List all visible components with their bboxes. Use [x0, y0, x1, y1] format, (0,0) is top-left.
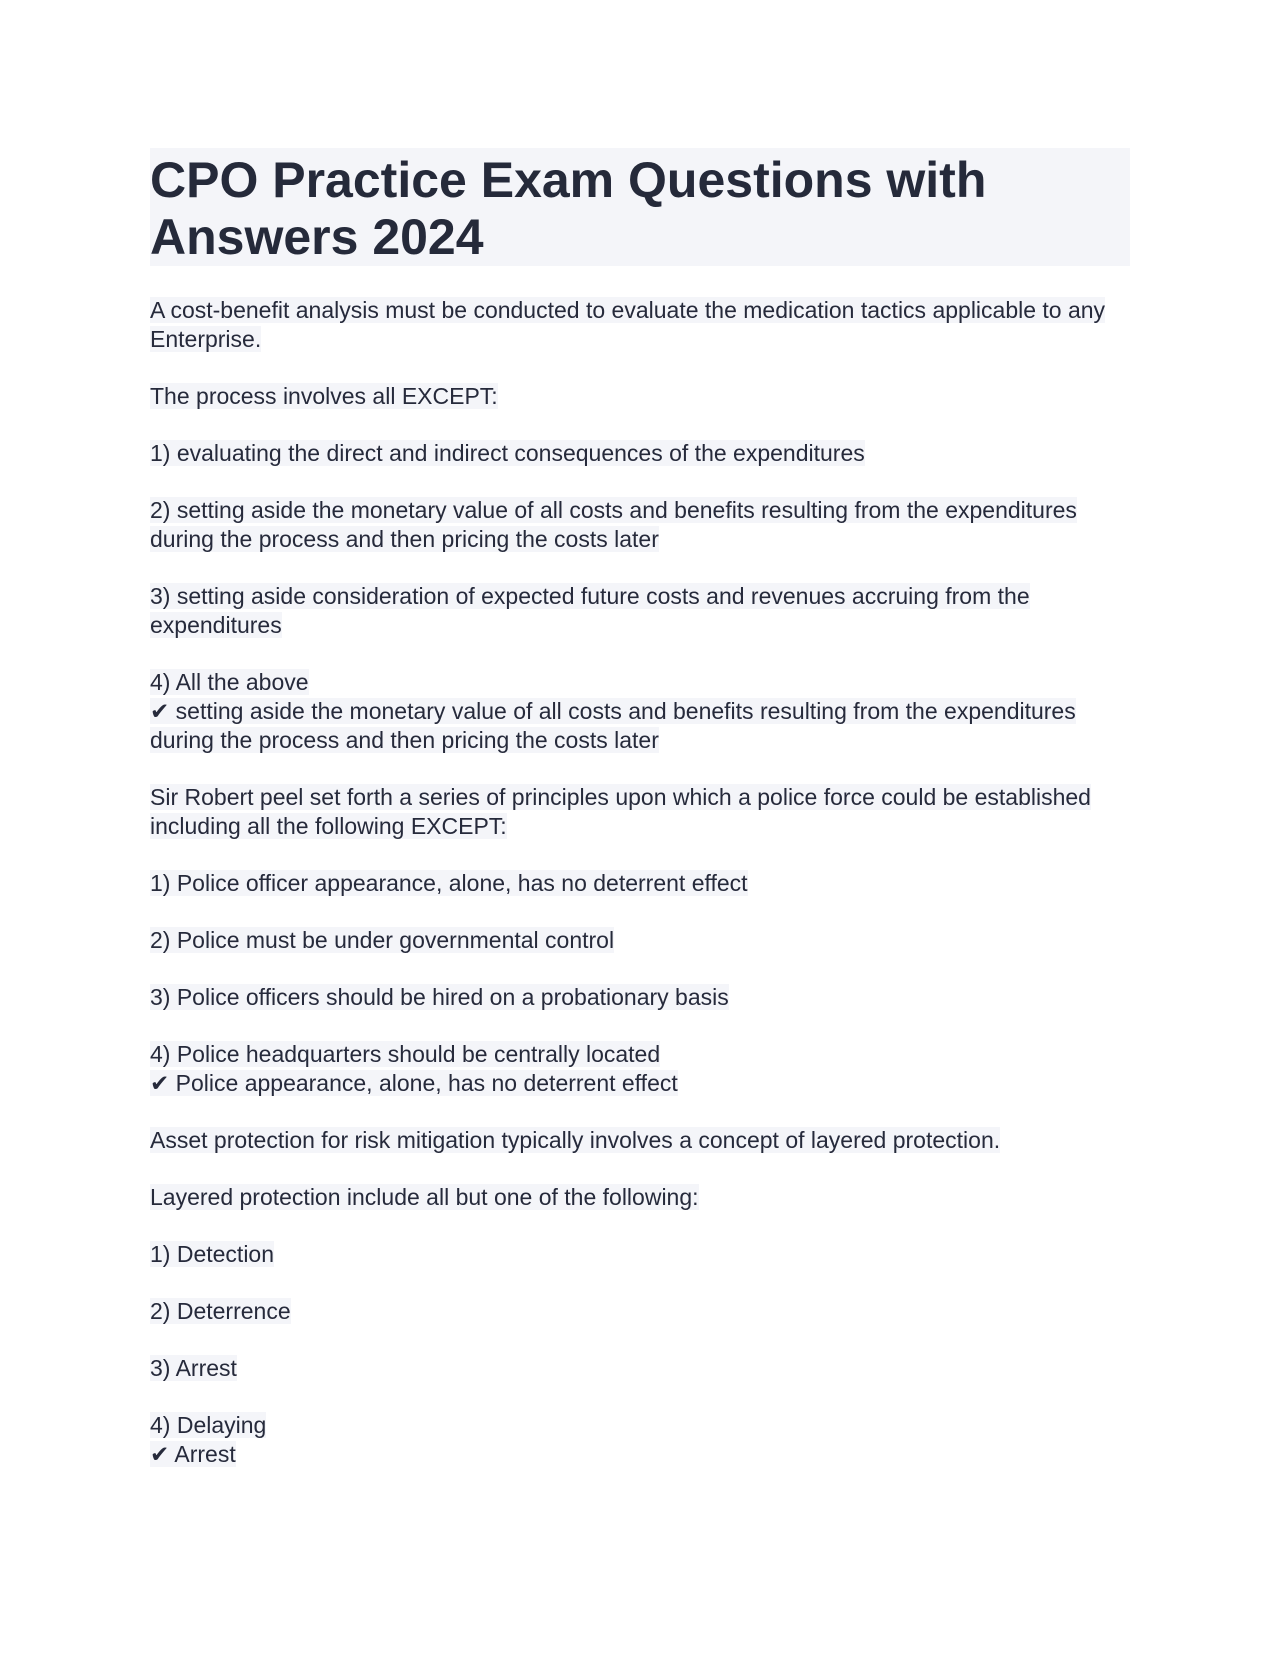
question-1-option-1: [150, 439, 1130, 468]
question-3-prompt: [150, 1183, 1130, 1212]
text-line: A cost-benefit analysis must be conducted to evaluate the medication tactics applicable to any Enterprise.: [150, 297, 1106, 352]
text-line: Asset protection for risk mitigation typically involves a concept of layered protection.: [150, 1127, 1001, 1153]
answer-line: [150, 1440, 1130, 1469]
question-3-option-1: [150, 1240, 1130, 1269]
question-1-option-3: [150, 582, 1130, 640]
question-3-option-2: [150, 1297, 1130, 1326]
question-2-option-3: [150, 983, 1130, 1012]
option-line: [150, 668, 1130, 697]
text-line: 4) Delaying: [150, 1412, 267, 1438]
question-2-stem: [150, 783, 1130, 841]
question-1-stem: [150, 296, 1130, 354]
option-line: [150, 1411, 1130, 1440]
text-line: 2) setting aside the monetary value of all costs and benefits resulting from the expenditures during the process and then pricing the costs later: [150, 497, 1077, 552]
question-1-prompt: [150, 382, 1130, 411]
text-line: 3) Arrest: [150, 1355, 237, 1381]
text-line: 1) Detection: [150, 1241, 275, 1267]
question-3-option-3: [150, 1354, 1130, 1383]
text-line: 3) Police officers should be hired on a probationary basis: [150, 984, 729, 1010]
text-line: Sir Robert peel set forth a series of principles upon which a police force could be established including all the following EXCEPT:: [150, 784, 1091, 839]
text-line: The process involves all EXCEPT:: [150, 383, 498, 409]
option-line: [150, 1040, 1130, 1069]
text-line: 1) Police officer appearance, alone, has no deterrent effect: [150, 870, 748, 896]
document-page: [150, 148, 1130, 1497]
question-2-option-2: [150, 926, 1130, 955]
text-line: 3) setting aside consideration of expected future costs and revenues accruing from the expenditures: [150, 583, 1030, 638]
text-line: 4) All the above: [150, 669, 309, 695]
answer-text: ✔ Arrest: [150, 1441, 236, 1467]
question-1-option-4-answer: [150, 668, 1130, 755]
answer-line: [150, 1069, 1130, 1098]
text-line: 1) evaluating the direct and indirect consequences of the expenditures: [150, 440, 865, 466]
question-3-stem: [150, 1126, 1130, 1155]
text-line: 4) Police headquarters should be centrally located: [150, 1041, 661, 1067]
question-2-option-4-answer: [150, 1040, 1130, 1098]
question-2-option-1: [150, 869, 1130, 898]
text-line: 2) Police must be under governmental control: [150, 927, 615, 953]
text-line: 2) Deterrence: [150, 1298, 291, 1324]
question-3-option-4-answer: [150, 1411, 1130, 1469]
answer-text: ✔ Police appearance, alone, has no deterrent effect: [150, 1070, 678, 1096]
answer-text: ✔ setting aside the monetary value of all costs and benefits resulting from the expenditures during the process and then pricing the costs later: [150, 698, 1076, 753]
answer-line: [150, 697, 1130, 755]
text-line: Layered protection include all but one of the following:: [150, 1184, 699, 1210]
document-title: CPO Practice Exam Questions with Answers 2024: [150, 152, 987, 265]
title-block: [150, 148, 1130, 266]
question-1-option-2: [150, 496, 1130, 554]
